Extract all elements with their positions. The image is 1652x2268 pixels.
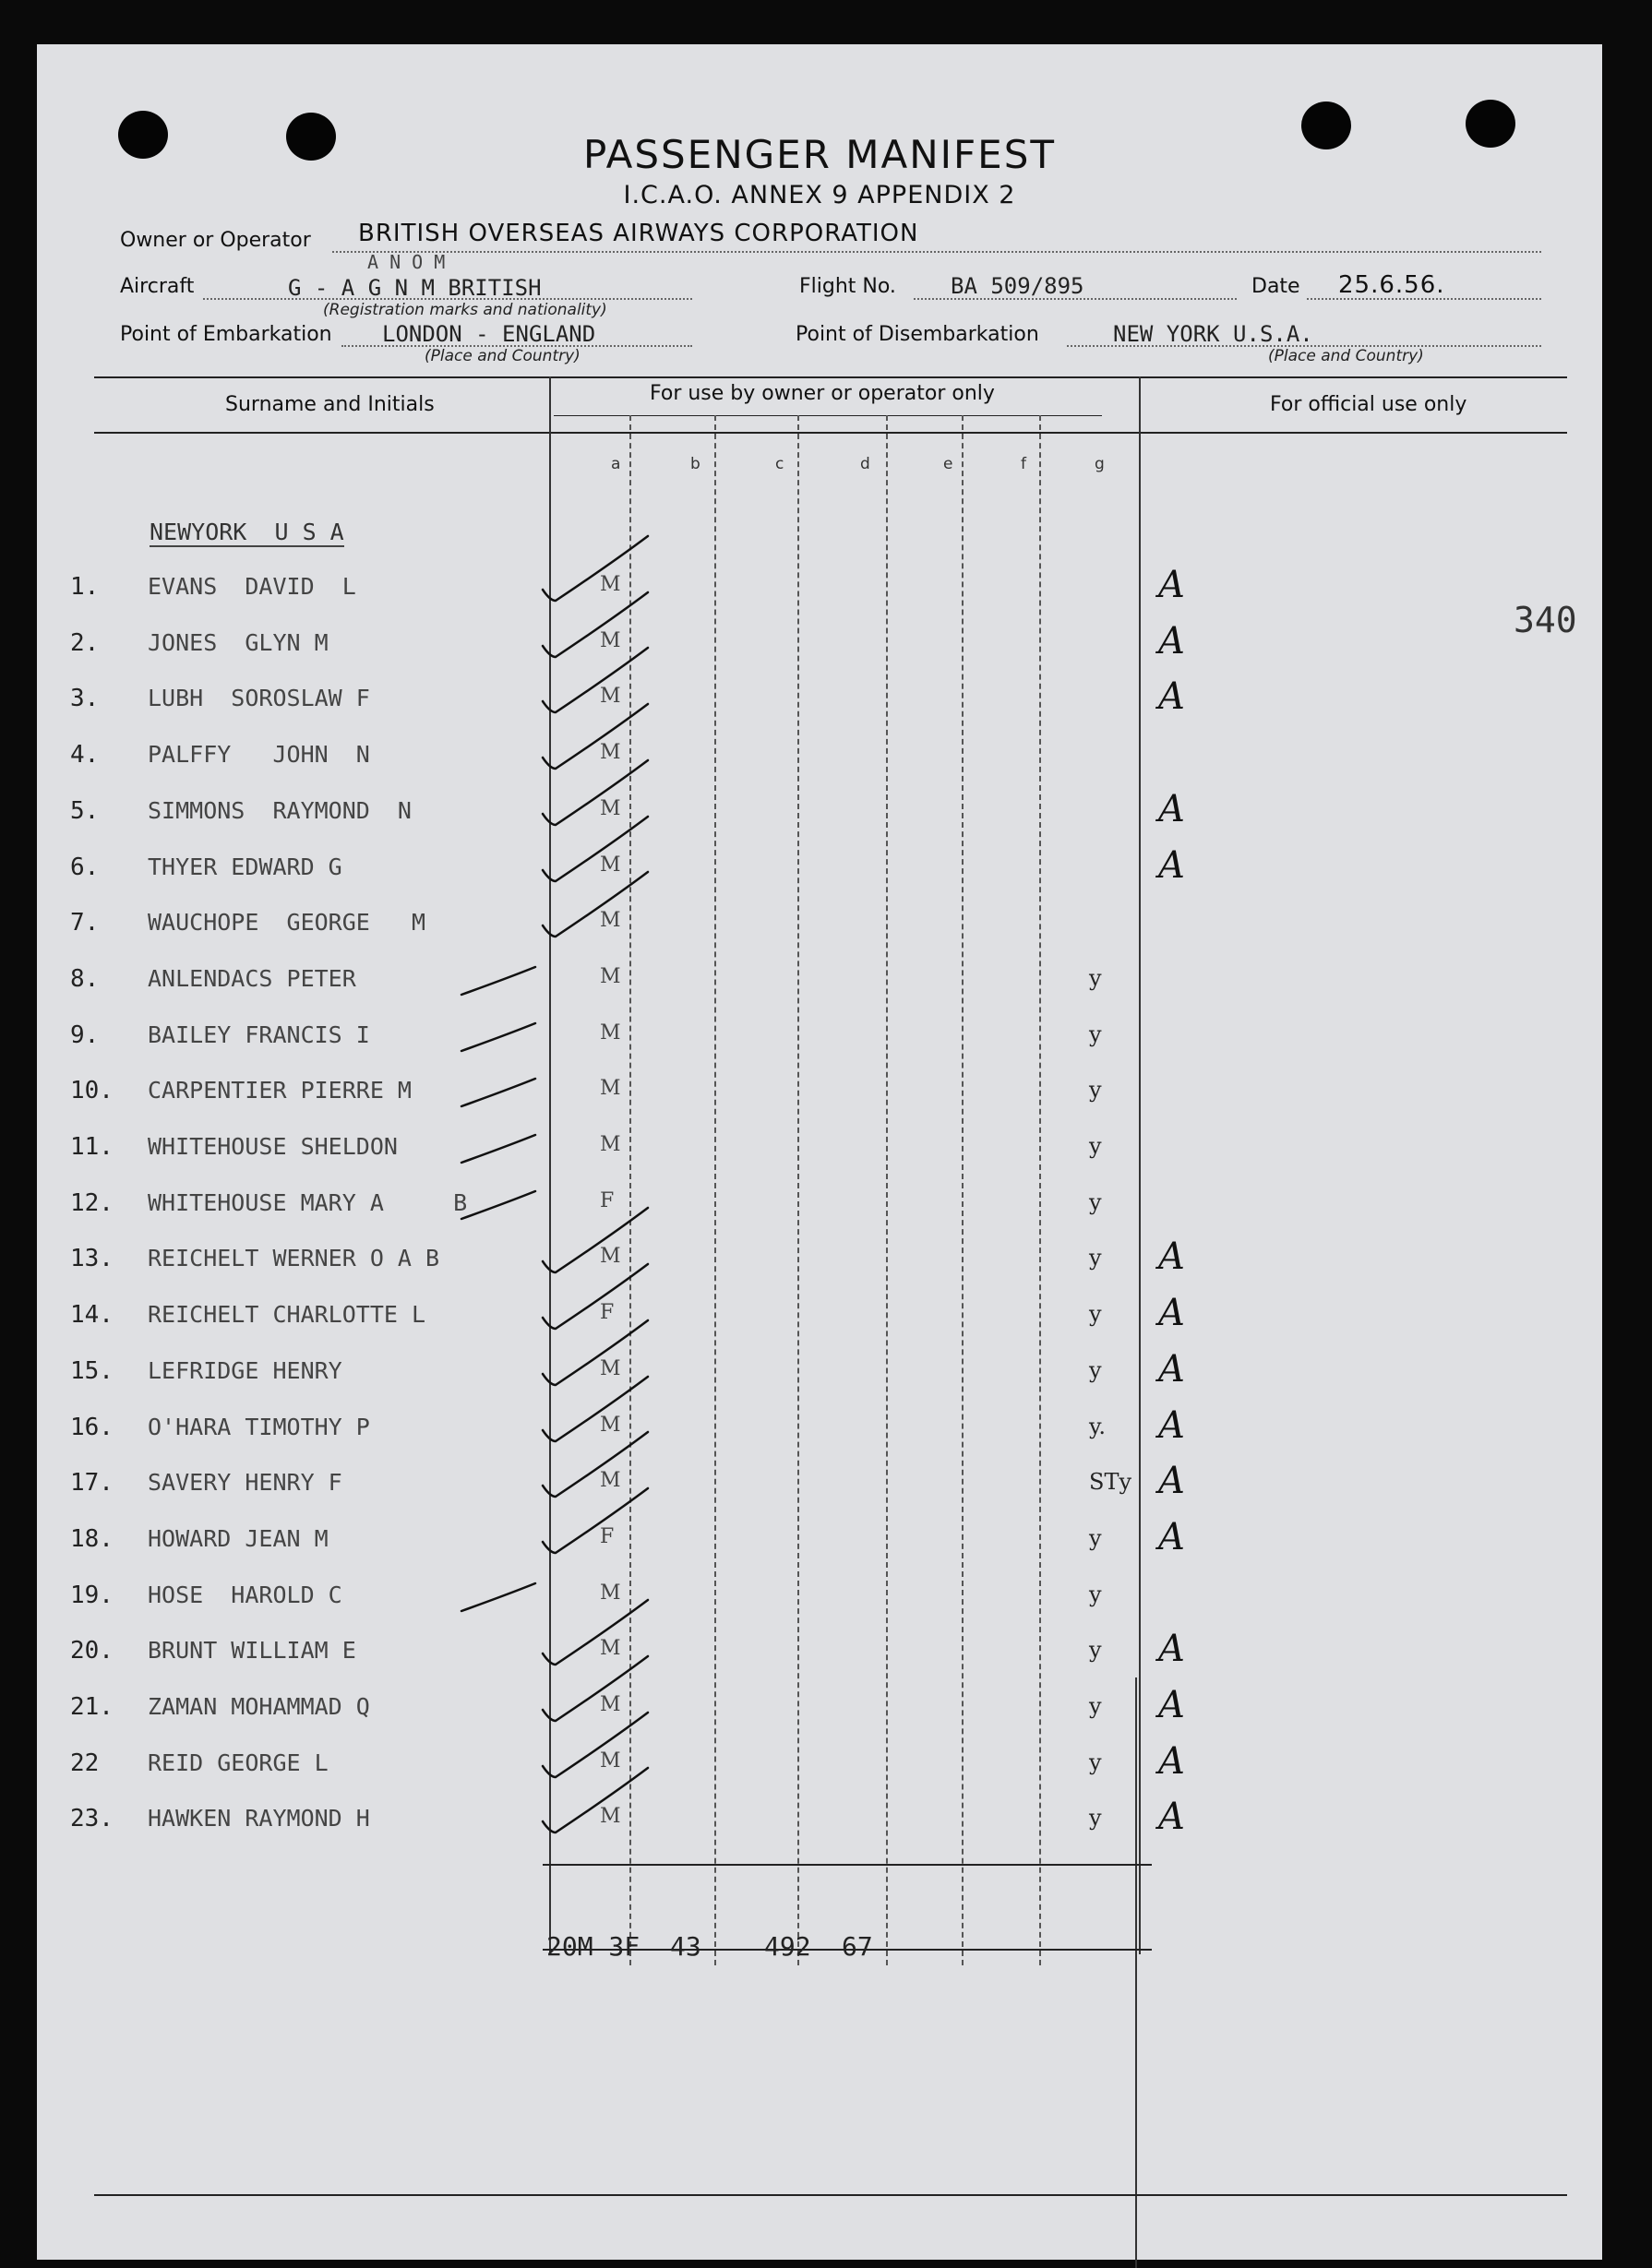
passenger-sex: M: [600, 965, 621, 988]
passenger-sex: M: [600, 741, 621, 764]
row-number: 21.: [70, 1693, 114, 1721]
passenger-name: WAUCHOPE GEORGE M: [148, 909, 426, 936]
check-mark: [543, 1377, 648, 1441]
passenger-name: ANLENDACS PETER: [148, 965, 356, 992]
column-g-mark: y: [1089, 965, 1102, 991]
manifest-page: [37, 44, 1602, 2260]
date-label: Date: [1251, 275, 1300, 298]
official-column-header: For official use only: [1270, 393, 1467, 416]
passenger-name: LEFRIDGE HENRY: [148, 1357, 342, 1384]
passenger-name: BRUNT WILLIAM E: [148, 1637, 356, 1664]
check-mark: [543, 1264, 648, 1329]
official-mark: A: [1158, 1235, 1185, 1278]
passenger-name: EVANS DAVID L: [148, 573, 356, 600]
official-mark: A: [1158, 1628, 1185, 1670]
operator-column-header: For use by owner or operator only: [650, 382, 995, 405]
check-mark: [543, 760, 648, 825]
check-mark: [543, 592, 648, 657]
row-number: 17.: [70, 1469, 114, 1497]
aircraft-label: Aircraft: [120, 275, 195, 298]
passenger-name: REICHELT CHARLOTTE L: [148, 1301, 426, 1328]
column-g-mark: y: [1089, 1301, 1102, 1327]
passenger-sex: F: [600, 1189, 615, 1212]
totals-top-rule: [543, 1864, 1152, 1866]
passenger-sex: M: [600, 1637, 621, 1660]
official-mark: A: [1158, 675, 1185, 718]
column-g-mark: y: [1089, 1582, 1102, 1607]
check-mark: [543, 1488, 648, 1553]
official-mark: A: [1158, 1796, 1185, 1838]
column-g-mark: y.: [1089, 1414, 1106, 1439]
aircraft-sublabel: (Registration marks and nationality): [323, 301, 607, 319]
official-mark: A: [1158, 620, 1185, 662]
manifest-subtitle: I.C.A.O. ANNEX 9 APPENDIX 2: [623, 181, 1016, 209]
check-mark: [543, 648, 648, 712]
column-g-mark: STy: [1089, 1469, 1132, 1495]
embark-sublabel: (Place and Country): [425, 347, 581, 365]
check-mark: [543, 1432, 648, 1497]
column-letter: d: [860, 455, 870, 473]
official-mark: A: [1158, 1516, 1185, 1558]
passenger-sex: M: [600, 1133, 621, 1156]
row-number: 22: [70, 1749, 100, 1777]
passenger-sex: M: [600, 1469, 621, 1492]
column-g-mark: y: [1089, 1021, 1102, 1047]
owner-label: Owner or Operator: [120, 229, 311, 252]
row-number: 6.: [70, 853, 100, 881]
passenger-sex: M: [600, 1021, 621, 1044]
passenger-sex: M: [600, 573, 621, 596]
check-mark: [543, 1768, 648, 1832]
row-number: 9.: [70, 1021, 100, 1049]
check-mark: [461, 1191, 535, 1219]
total-a: 20M 3F: [546, 1931, 640, 1962]
passenger-name: REID GEORGE L: [148, 1749, 329, 1776]
row-number: 8.: [70, 965, 100, 993]
flight-value: BA 509/895: [951, 273, 1084, 299]
check-marks: [37, 44, 1602, 2260]
passenger-name: WHITEHOUSE MARY A B: [148, 1189, 468, 1216]
passenger-sex: M: [600, 629, 621, 652]
column-letter: e: [943, 455, 953, 473]
table-bottom-rule: [94, 2194, 1567, 2196]
official-mark: A: [1158, 1404, 1185, 1447]
check-mark: [543, 704, 648, 769]
column-g-mark: y: [1089, 1749, 1102, 1775]
disembark-value: NEW YORK U.S.A.: [1113, 321, 1313, 347]
passenger-name: THYER EDWARD G: [148, 853, 342, 880]
passenger-sex: M: [600, 797, 621, 820]
row-number: 13.: [70, 1245, 114, 1272]
check-mark: [543, 1656, 648, 1721]
official-mark: A: [1158, 1684, 1185, 1726]
passenger-sex: M: [600, 1245, 621, 1268]
row-number: 10.: [70, 1077, 114, 1104]
check-mark: [543, 1600, 648, 1665]
column-letter: g: [1095, 455, 1105, 473]
row-number: 7.: [70, 909, 100, 937]
passenger-name: SIMMONS RAYMOND N: [148, 797, 412, 824]
passenger-sex: F: [600, 1301, 615, 1324]
check-mark: [461, 1023, 535, 1051]
passenger-sex: M: [600, 685, 621, 708]
column-g-mark: y: [1089, 1245, 1102, 1271]
passenger-sex: M: [600, 1693, 621, 1716]
official-mark: A: [1158, 844, 1185, 887]
check-mark: [461, 1079, 535, 1106]
row-number: 14.: [70, 1301, 114, 1329]
column-letter: c: [775, 455, 784, 473]
aircraft-correction: A N O M: [367, 251, 446, 273]
passenger-name: CARPENTIER PIERRE M: [148, 1077, 412, 1104]
row-number: 23.: [70, 1805, 114, 1832]
passenger-sex: M: [600, 1414, 621, 1437]
column-g-mark: y: [1089, 1805, 1102, 1831]
check-mark: [543, 536, 648, 601]
row-number: 20.: [70, 1637, 114, 1665]
disembark-sublabel: (Place and Country): [1268, 347, 1424, 365]
check-mark: [461, 1135, 535, 1163]
column-letter: a: [611, 455, 621, 473]
passenger-sex: F: [600, 1525, 615, 1548]
passenger-name: LUBH SOROSLAW F: [148, 685, 370, 711]
passenger-name: HOWARD JEAN M: [148, 1525, 329, 1552]
passenger-sex: M: [600, 1582, 621, 1605]
owner-value: BRITISH OVERSEAS AIRWAYS CORPORATION: [358, 220, 919, 247]
row-number: 3.: [70, 685, 100, 712]
column-g-mark: y: [1089, 1525, 1102, 1551]
passenger-name: HAWKEN RAYMOND H: [148, 1805, 370, 1832]
check-mark: [543, 1713, 648, 1777]
column-g-mark: y: [1089, 1637, 1102, 1663]
surname-column-header: Surname and Initials: [225, 393, 435, 416]
row-number: 12.: [70, 1189, 114, 1217]
column-letter: f: [1021, 455, 1026, 473]
passenger-sex: M: [600, 853, 621, 877]
column-g-mark: y: [1089, 1357, 1102, 1383]
passenger-name: WHITEHOUSE SHELDON: [148, 1133, 398, 1160]
row-number: 4.: [70, 741, 100, 769]
disembark-label: Point of Disembarkation: [796, 323, 1039, 346]
passenger-name: ZAMAN MOHAMMAD Q: [148, 1693, 370, 1720]
total-c: 492: [764, 1931, 811, 1962]
passenger-name: HOSE HAROLD C: [148, 1582, 342, 1608]
row-number: 19.: [70, 1582, 114, 1609]
date-value: 25.6.56.: [1338, 271, 1445, 299]
manifest-title: PASSENGER MANIFEST: [582, 132, 1057, 177]
passenger-name: PALFFY JOHN N: [148, 741, 370, 768]
check-mark: [543, 872, 648, 937]
passenger-sex: M: [600, 1357, 621, 1380]
passenger-sex: M: [600, 1077, 621, 1100]
check-mark: [543, 1208, 648, 1272]
row-number: 1.: [70, 573, 100, 601]
row-number: 11.: [70, 1133, 114, 1161]
row-number: 5.: [70, 797, 100, 825]
passenger-sex: M: [600, 1805, 621, 1828]
column-g-mark: y: [1089, 1693, 1102, 1719]
aircraft-value: G - A G N M BRITISH: [288, 275, 542, 301]
total-b: 43: [670, 1931, 701, 1962]
official-mark: A: [1158, 1292, 1185, 1334]
passenger-name: SAVERY HENRY F: [148, 1469, 342, 1496]
check-mark: [461, 1583, 535, 1611]
passenger-name: REICHELT WERNER O A B: [148, 1245, 440, 1271]
passenger-name: BAILEY FRANCIS I: [148, 1021, 370, 1048]
embark-value: LONDON - ENGLAND: [382, 321, 596, 347]
embark-label: Point of Embarkation: [120, 323, 332, 346]
row-number: 15.: [70, 1357, 114, 1385]
passenger-sex: M: [600, 1749, 621, 1773]
side-number: 340: [1514, 600, 1577, 640]
official-mark: A: [1158, 788, 1185, 830]
column-letter: b: [690, 455, 700, 473]
official-mark: A: [1158, 1348, 1185, 1391]
check-mark: [461, 967, 535, 995]
official-mark: A: [1158, 564, 1185, 606]
check-mark: [543, 1320, 648, 1385]
row-number: 16.: [70, 1414, 114, 1441]
row-number: 18.: [70, 1525, 114, 1553]
column-g-mark: y: [1089, 1189, 1102, 1215]
total-d: 67: [842, 1931, 873, 1962]
column-g-mark: y: [1089, 1077, 1102, 1103]
check-mark: [543, 817, 648, 881]
passenger-name: JONES GLYN M: [148, 629, 329, 656]
passenger-name: O'HARA TIMOTHY P: [148, 1414, 370, 1440]
section-header: NEWYORK U S A: [150, 519, 344, 545]
flight-label: Flight No.: [799, 275, 896, 298]
official-mark: A: [1158, 1740, 1185, 1783]
passenger-sex: M: [600, 909, 621, 932]
official-mark: A: [1158, 1460, 1185, 1502]
column-g-mark: y: [1089, 1133, 1102, 1159]
row-number: 2.: [70, 629, 100, 657]
